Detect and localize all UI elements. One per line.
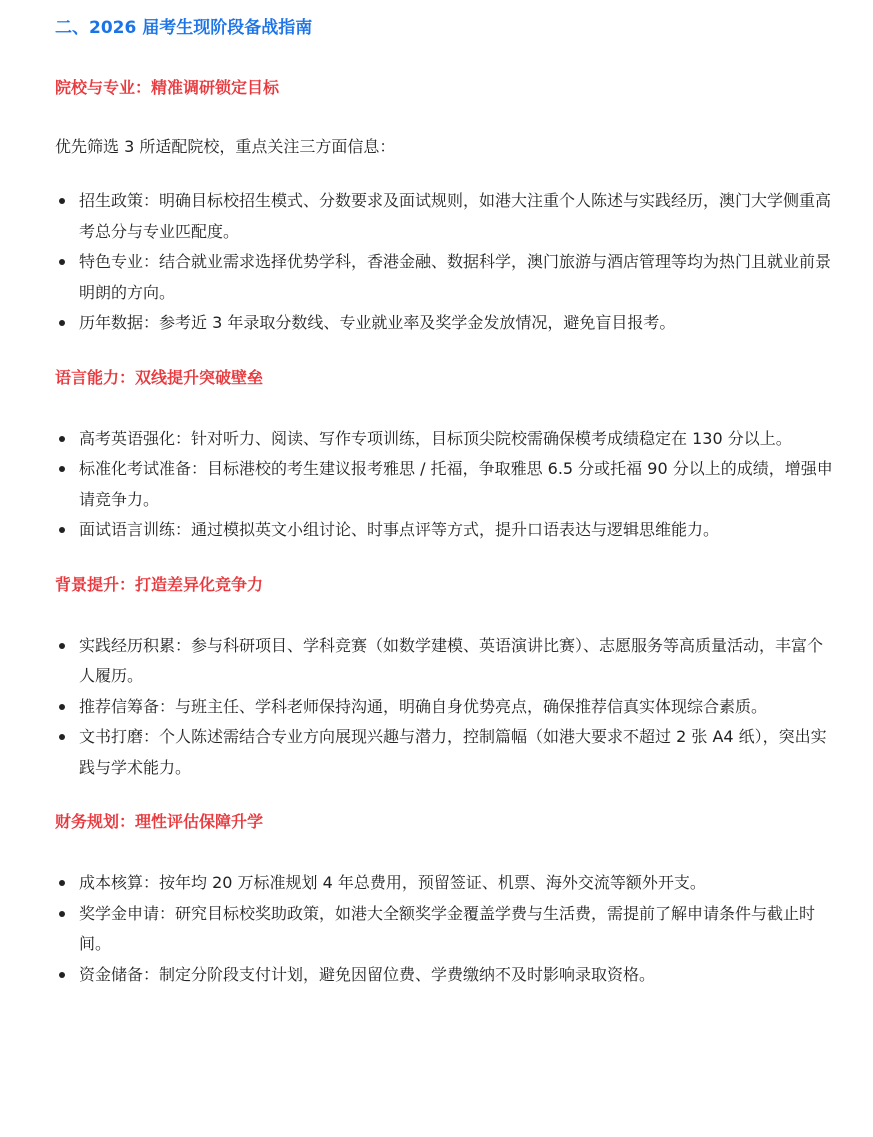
list-item: 历年数据：参考近 3 年录取分数线、专业就业率及奖学金发放情况，避免盲目报考。 [55, 308, 833, 339]
list-item: 资金储备：制定分阶段支付计划，避免因留位费、学费缴纳不及时影响录取资格。 [55, 960, 833, 991]
bullet-list-finance [55, 868, 833, 990]
section-heading-finance: 财务规划：理性评估保障升学 [55, 812, 264, 831]
page-title: 二、2026 届考生现阶段备战指南 [55, 18, 313, 38]
section-heading-schools: 院校与专业：精准调研锁定目标 [55, 78, 280, 97]
section-intro: 优先筛选 3 所适配院校，重点关注三方面信息： [55, 137, 396, 156]
list-item: 文书打磨：个人陈述需结合专业方向展现兴趣与潜力，控制篇幅（如港大要求不超过 2 张 A4 纸），突出实践与学术能力。 [55, 722, 833, 783]
list-item: 面试语言训练：通过模拟英文小组讨论、时事点评等方式，提升口语表达与逻辑思维能力。 [55, 515, 833, 546]
list-item: 推荐信筹备：与班主任、学科老师保持沟通，明确自身优势亮点，确保推荐信真实体现综合素质。 [55, 692, 833, 723]
bullet-list-schools [55, 186, 833, 339]
list-item: 成本核算：按年均 20 万标准规划 4 年总费用，预留签证、机票、海外交流等额外开支。 [55, 868, 833, 899]
list-item: 招生政策：明确目标校招生模式、分数要求及面试规则，如港大注重个人陈述与实践经历，澳门大学侧重高考总分与专业匹配度。 [55, 186, 833, 247]
section-heading-background: 背景提升：打造差异化竞争力 [55, 574, 264, 594]
list-item: 特色专业：结合就业需求选择优势学科，香港金融、数据科学，澳门旅游与酒店管理等均为热门且就业前景明朗的方向。 [55, 247, 833, 308]
bullet-list-language [55, 424, 833, 546]
list-item: 实践经历积累：参与科研项目、学科竞赛（如数学建模、英语演讲比赛）、志愿服务等高质量活动，丰富个人履历。 [55, 631, 833, 692]
list-item: 奖学金申请：研究目标校奖助政策，如港大全额奖学金覆盖学费与生活费，需提前了解申请条件与截止时间。 [55, 899, 833, 960]
list-item: 标准化考试准备：目标港校的考生建议报考雅思 / 托福，争取雅思 6.5 分或托福 90 分以上的成绩，增强申请竞争力。 [55, 454, 833, 515]
section-heading-language: 语言能力：双线提升突破壁垒 [55, 367, 264, 387]
bullet-list-background [55, 631, 833, 784]
list-item: 高考英语强化：针对听力、阅读、写作专项训练，目标顶尖院校需确保模考成绩稳定在 130 分以上。 [55, 424, 833, 455]
